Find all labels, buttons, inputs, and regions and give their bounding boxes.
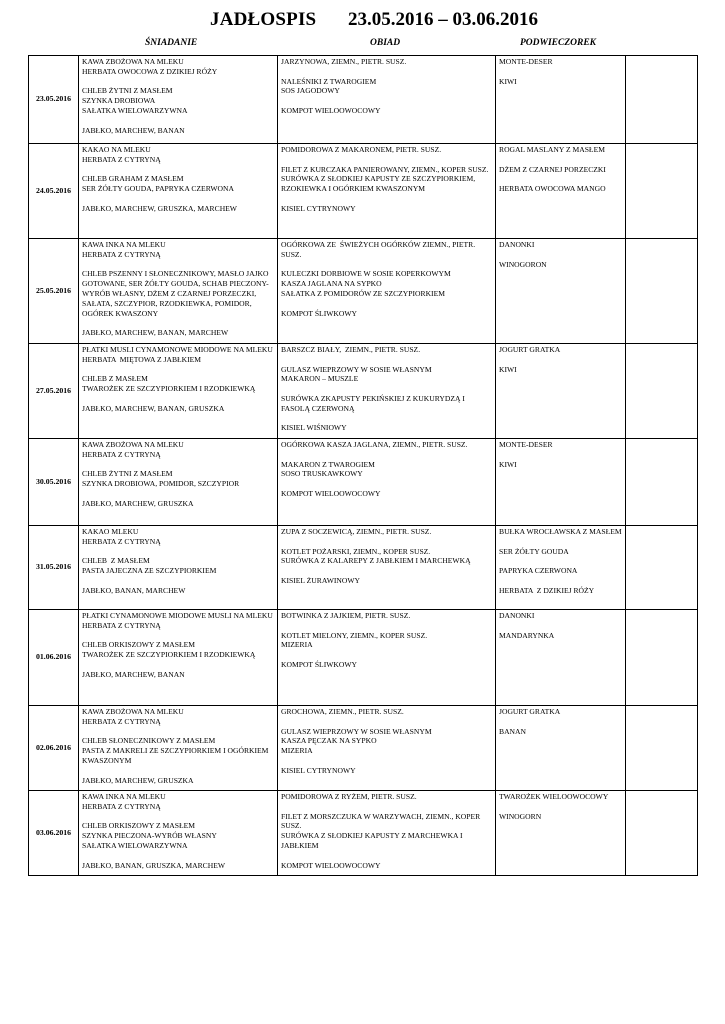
breakfast-item: HERBATA Z CYTRYNĄ <box>82 249 161 259</box>
lunch-item: KOMPOT WIELOOWOCOWY <box>281 860 381 870</box>
breakfast-item: TWAROŻEK ZE SZCZYPIORKIEM I RZODKIEWKĄ <box>82 650 256 660</box>
col-header-snack: PODWIECZOREK <box>520 38 597 48</box>
cell-snack <box>496 56 626 144</box>
breakfast-item: JABŁKO, BANAN, GRUSZKA, MARCHEW <box>82 860 226 870</box>
table-row <box>29 144 698 239</box>
snack-item: KIWI <box>499 459 517 469</box>
lunch-item: POMIDOROWA Z MAKARONEM, PIETR. SUSZ. <box>281 145 442 154</box>
lunch-item: BARSZCZ BIAŁY, ZIEMN., PIETR. SUSZ. <box>281 345 421 354</box>
lunch-item: GULASZ WIEPRZOWY W SOSIE WŁASNYM <box>281 726 432 736</box>
cell-snack <box>496 526 626 610</box>
table-row <box>29 439 698 526</box>
lunch-item: KISIEL CYTRYNOWY <box>281 765 356 775</box>
cell-snack <box>496 706 626 791</box>
snack-item: WINOGORON <box>499 259 547 269</box>
cell-breakfast <box>79 610 278 706</box>
breakfast-item: SZYNKA DROBIOWA, POMIDOR, SZCZYPIOR <box>82 479 240 489</box>
line-gap <box>499 556 622 566</box>
cell-snack <box>496 791 626 876</box>
line-gap <box>281 384 492 394</box>
breakfast-item: KAKAO MLEKU <box>82 527 139 536</box>
lunch-item: KASZA PĘCZAK NA SYPKO <box>281 736 377 746</box>
line-gap <box>82 812 274 822</box>
lunch-item: SOSO TRUSKAWKOWY <box>281 469 363 479</box>
line-gap <box>499 621 622 631</box>
document-title <box>0 9 725 33</box>
lunch-item: SURÓWKA Z SŁODKIEJ KAPUSTY Z MARCHEWKA I JABŁKIEM <box>281 831 465 850</box>
breakfast-item: CHLEB Z MASŁEM <box>82 374 148 384</box>
lunch-item: KOTLET POŻARSKI, ZIEMN., KOPER SUSZ. <box>281 546 431 556</box>
snack-item: WINOGORN <box>499 811 542 821</box>
line-gap <box>281 621 492 631</box>
cell-lunch <box>278 144 496 239</box>
line-gap <box>281 566 492 576</box>
snack-item: SER ŻÓŁTY GOUDA <box>499 546 569 556</box>
lunch-item: POMIDOROWA Z RYŻEM, PIETR. SUSZ. <box>281 792 417 801</box>
breakfast-item: KAWA INKA NA MLEKU <box>82 792 166 801</box>
lunch-item: KISIEL ŻURAWINOWY <box>281 575 361 585</box>
line-gap <box>82 766 274 776</box>
breakfast-item: HERBATA OWOCOWA Z DZIKIEJ RÓŻY <box>82 66 218 76</box>
breakfast-item: JABŁKO, MARCHEW, GRUSZKA <box>82 775 194 785</box>
snack-item: DANONKI <box>499 240 535 249</box>
cell-snack <box>496 610 626 706</box>
lunch-item: KOMPOT WIELOOWOCOWY <box>281 488 381 498</box>
snack-item: KIWI <box>499 76 517 86</box>
breakfast-item: SER ŻÓŁTY GOUDA, PAPRYKA CZERWONA <box>82 184 234 194</box>
table-row <box>29 706 698 791</box>
cell-empty <box>626 239 698 344</box>
lunch-item: SOS JAGODOWY <box>281 86 340 96</box>
row-date: 02.06.2016 <box>29 706 79 791</box>
lunch-item: OGÓRKOWA KASZA JAGLANA, ZIEMN., PIETR. SUSZ. <box>281 440 468 449</box>
lunch-item: SURÓWKA Z KALAREPY Z JABŁKIEM I MARCHEWKĄ <box>281 556 471 566</box>
breakfast-item: CHLEB ORKISZOWY Z MASŁEM <box>82 640 195 650</box>
line-gap <box>281 155 492 165</box>
column-headers <box>0 38 725 52</box>
cell-breakfast <box>79 706 278 791</box>
breakfast-item: CHLEB Z MASŁEM <box>82 556 150 566</box>
breakfast-item: HERBATA MIĘTOWA Z JABŁKIEM <box>82 354 202 364</box>
breakfast-item: PŁATKI CYNAMONOWE MIODOWE MUSLI NA MLEKU <box>82 611 273 620</box>
line-gap <box>82 631 274 641</box>
line-gap <box>281 260 492 270</box>
line-gap <box>281 194 492 204</box>
lunch-item: GULASZ WIEPRZOWY W SOSIE WŁASNYM <box>281 364 432 374</box>
breakfast-item: HERBATA Z CYTRYNĄ <box>82 620 161 630</box>
row-date: 27.05.2016 <box>29 344 79 439</box>
line-gap <box>82 460 274 470</box>
lunch-item: BOTWINKA Z JAJKIEM, PIETR. SUSZ. <box>281 611 411 620</box>
breakfast-item: CHLEB PSZENNY I SŁONECZNIKOWY, MASŁO JAJKO GOTOWANE, SER ŻÓŁTY GOUDA, SCHAB PIECZONY-WYRÓB WŁASNY, DŻEM Z CZARNEJ PORZECZKI, SAŁATA, SZCZYPIOR, RZODKIEWKA, POMIDOR, OGÓREK KWASZONY <box>82 269 271 318</box>
lunch-item: OGÓRKOWA ZE ŚWIEŻYCH OGÓRKÓW ZIEMN., PIETR. SUSZ. <box>281 240 478 259</box>
table-row <box>29 56 698 144</box>
snack-item: JOGURT GRATKA <box>499 345 561 354</box>
line-gap <box>281 851 492 861</box>
line-gap <box>499 67 622 77</box>
breakfast-item: CHLEB GRAHAM Z MASŁEM <box>82 174 184 184</box>
cell-breakfast <box>79 239 278 344</box>
snack-item: MANDARYNKA <box>499 630 555 640</box>
cell-lunch <box>278 526 496 610</box>
cell-snack <box>496 344 626 439</box>
snack-item: PAPRYKA CZERWONA <box>499 566 578 576</box>
breakfast-item: HERBATA Z CYTRYNĄ <box>82 154 161 164</box>
line-gap <box>82 851 274 861</box>
breakfast-item: SZYNKA PIECZONA-WYRÓB WŁASNY <box>82 831 217 841</box>
line-gap <box>281 756 492 766</box>
breakfast-item: KAWA ZBOŻOWA NA MLEKU <box>82 440 184 449</box>
cell-lunch <box>278 56 496 144</box>
cell-snack <box>496 239 626 344</box>
line-gap <box>281 299 492 309</box>
breakfast-item: SAŁATKA WIELOWARZYWNA <box>82 105 188 115</box>
breakfast-item: SZYNKA DROBIOWA <box>82 96 156 106</box>
lunch-item: FILET Z KURCZAKA PANIEROWANY, ZIEMN., KOPER SUSZ. <box>281 164 489 174</box>
lunch-item: MIZERIA <box>281 746 313 756</box>
breakfast-item: CHLEB ŻYTNI Z MASŁEM <box>82 86 173 96</box>
line-gap <box>82 260 274 270</box>
table-row <box>29 526 698 610</box>
line-gap <box>281 355 492 365</box>
cell-lunch <box>278 439 496 526</box>
line-gap <box>281 96 492 106</box>
line-gap <box>281 414 492 424</box>
line-gap <box>281 67 492 77</box>
breakfast-item: PASTA Z MAKRELI ZE SZCZYPIORKIEM I OGÓRKIEM KWASZONYM <box>82 746 271 765</box>
lunch-item: SURÓWKA ZKAPUSTY PEKIŃSKIEJ Z KUKURYDZĄ I FASOLĄ CZERWONĄ <box>281 393 467 413</box>
breakfast-item: JABŁKO, MARCHEW, BANAN, MARCHEW <box>82 328 229 338</box>
line-gap <box>82 318 274 328</box>
line-gap <box>82 547 274 557</box>
col-header-breakfast: ŚNIADANIE <box>145 38 198 48</box>
line-gap <box>499 174 622 184</box>
breakfast-item: JABŁKO, MARCHEW, BANAN <box>82 125 185 135</box>
snack-item: MONTE-DESER <box>499 57 553 66</box>
lunch-item: ZUPA Z SOCZEWICĄ, ZIEMN., PIETR. SUSZ. <box>281 527 432 536</box>
row-date: 24.05.2016 <box>29 144 79 239</box>
snack-item: KIWI <box>499 364 517 374</box>
snack-item: BANAN <box>499 726 527 736</box>
lunch-item: KULECZKI DORBIOWE W SOSIE KOPERKOWYM <box>281 269 451 279</box>
line-gap <box>82 489 274 499</box>
lunch-item: MAKARON – MUSZLE <box>281 374 359 384</box>
breakfast-item: CHLEB SŁONECZNIKOWY Z MASŁEM <box>82 736 216 746</box>
line-gap <box>281 537 492 547</box>
date-range: 23.05.2016 – 03.06.2016 <box>348 9 538 30</box>
cell-breakfast <box>79 791 278 876</box>
lunch-item: KOMPOT ŚLIWKOWY <box>281 308 358 318</box>
lunch-item: NALEŚNIKI Z TWAROGIEM <box>281 76 377 86</box>
cell-empty <box>626 144 698 239</box>
cell-empty <box>626 706 698 791</box>
breakfast-item: HERBATA Z CYTRYNĄ <box>82 801 161 811</box>
breakfast-item: KAWA INKA NA MLEKU <box>82 240 166 249</box>
cell-lunch <box>278 706 496 791</box>
line-gap <box>499 537 622 547</box>
cell-lunch <box>278 344 496 439</box>
cell-lunch <box>278 610 496 706</box>
breakfast-item: CHLEB ŻYTNI Z MASŁEM <box>82 469 173 479</box>
cell-empty <box>626 439 698 526</box>
snack-item: HERBATA OWOCOWA MANGO <box>499 184 606 194</box>
breakfast-item: HERBATA Z CYTRYNĄ <box>82 449 161 459</box>
line-gap <box>82 576 274 586</box>
line-gap <box>82 116 274 126</box>
lunch-item: KASZA JAGLANA NA SYPKO <box>281 279 382 289</box>
row-date: 23.05.2016 <box>29 56 79 144</box>
cell-breakfast <box>79 344 278 439</box>
cell-breakfast <box>79 439 278 526</box>
snack-item: MONTE-DESER <box>499 440 553 449</box>
cell-breakfast <box>79 144 278 239</box>
menu-title: JADŁOSPIS <box>210 9 317 30</box>
breakfast-item: TWAROŻEK ZE SZCZYPIORKIEM I RZODKIEWKĄ <box>82 384 256 394</box>
snack-item: JOGURT GRATKA <box>499 707 561 716</box>
row-date: 03.06.2016 <box>29 791 79 876</box>
line-gap <box>82 194 274 204</box>
breakfast-item: JABŁKO, MARCHEW, GRUSZKA <box>82 498 194 508</box>
breakfast-item: KAKAO NA MLEKU <box>82 145 151 154</box>
table-row <box>29 344 698 439</box>
cell-empty <box>626 610 698 706</box>
line-gap <box>82 727 274 737</box>
line-gap <box>281 650 492 660</box>
snack-item: DANONKI <box>499 611 535 620</box>
lunch-item: MAKARON Z TWAROGIEM <box>281 459 375 469</box>
row-date: 01.06.2016 <box>29 610 79 706</box>
line-gap <box>499 155 622 165</box>
breakfast-item: JABŁKO, BANAN, MARCHEW <box>82 585 186 595</box>
line-gap <box>82 77 274 87</box>
lunch-item: MIZERIA <box>281 640 313 650</box>
breakfast-item: CHLEB ORKISZOWY Z MASŁEM <box>82 821 195 831</box>
line-gap <box>499 576 622 586</box>
row-date: 30.05.2016 <box>29 439 79 526</box>
table-row <box>29 791 698 876</box>
snack-item: ROGAL MASLANY Z MASŁEM <box>499 145 605 154</box>
cell-breakfast <box>79 56 278 144</box>
row-date: 31.05.2016 <box>29 526 79 610</box>
menu-table-body <box>29 56 698 876</box>
cell-breakfast <box>79 526 278 610</box>
line-gap <box>82 365 274 375</box>
lunch-item: KOTLET MIELONY, ZIEMN., KOPER SUSZ. <box>281 630 428 640</box>
lunch-item: FILET Z MORSZCZUKA W WARZYWACH, ZIEMN., KOPER SUSZ. <box>281 811 483 831</box>
snack-item: TWAROŻEK WIELOOWOCOWY <box>499 792 609 801</box>
line-gap <box>499 250 622 260</box>
breakfast-item: KAWA ZBOŻOWA NA MLEKU <box>82 707 184 716</box>
line-gap <box>82 660 274 670</box>
cell-empty <box>626 344 698 439</box>
breakfast-item: JABŁKO, MARCHEW, BANAN <box>82 669 185 679</box>
lunch-item: GROCHOWA, ZIEMN., PIETR. SUSZ. <box>281 707 404 716</box>
cell-snack <box>496 144 626 239</box>
breakfast-item: PŁATKI MUSLI CYNAMONOWE MIODOWE NA MLEKU <box>82 345 273 354</box>
breakfast-item: SAŁATKA WIELOWARZYWNA <box>82 840 188 850</box>
table-row <box>29 610 698 706</box>
breakfast-item: HERBATA Z CYTRYNĄ <box>82 716 161 726</box>
breakfast-item: JABŁKO, MARCHEW, BANAN, GRUSZKA <box>82 403 225 413</box>
line-gap <box>499 802 622 812</box>
line-gap <box>82 165 274 175</box>
line-gap <box>499 717 622 727</box>
cell-empty <box>626 791 698 876</box>
breakfast-item: PASTA JAJECZNA ZE SZCZYPIORKIEM <box>82 566 217 576</box>
snack-item: BUŁKA WROCŁAWSKA Z MASŁEM <box>499 527 622 536</box>
breakfast-item: HERBATA Z CYTRYNĄ <box>82 536 161 546</box>
snack-item: DŻEM Z CZARNEJ PORZECZKI <box>499 164 606 174</box>
lunch-item: KOMPOT ŚLIWKOWY <box>281 659 358 669</box>
cell-empty <box>626 56 698 144</box>
line-gap <box>82 394 274 404</box>
line-gap <box>499 450 622 460</box>
breakfast-item: JABŁKO, MARCHEW, GRUSZKA, MARCHEW <box>82 203 237 213</box>
line-gap <box>499 355 622 365</box>
row-date: 25.05.2016 <box>29 239 79 344</box>
lunch-item: SURÓWKA Z SŁODKIEJ KAPUSTY ZE SZCZYPIORKIEM, RZOKIEWKA I OGÓRKIEM KWASZONYM <box>281 174 478 194</box>
line-gap <box>281 450 492 460</box>
col-header-lunch: OBIAD <box>370 38 401 48</box>
snack-item: HERBATA Z DZIKIEJ RÓŻY <box>499 585 595 595</box>
menu-table <box>28 55 698 876</box>
lunch-item: KOMPOT WIELOOWOCOWY <box>281 105 381 115</box>
lunch-item: KISIEL CYTRYNOWY <box>281 203 356 213</box>
cell-snack <box>496 439 626 526</box>
cell-lunch <box>278 791 496 876</box>
breakfast-item: KAWA ZBOŻOWA NA MLEKU <box>82 57 184 66</box>
line-gap <box>281 479 492 489</box>
lunch-item: KISIEL WIŚNIOWY <box>281 423 347 433</box>
table-row <box>29 239 698 344</box>
line-gap <box>281 717 492 727</box>
lunch-item: SAŁATKA Z POMIDORÓW ZE SZCZYPIORKIEM <box>281 288 445 298</box>
line-gap <box>281 802 492 812</box>
lunch-item: JARZYNOWA, ZIEMN., PIETR. SUSZ. <box>281 57 407 66</box>
cell-empty <box>626 526 698 610</box>
cell-lunch <box>278 239 496 344</box>
